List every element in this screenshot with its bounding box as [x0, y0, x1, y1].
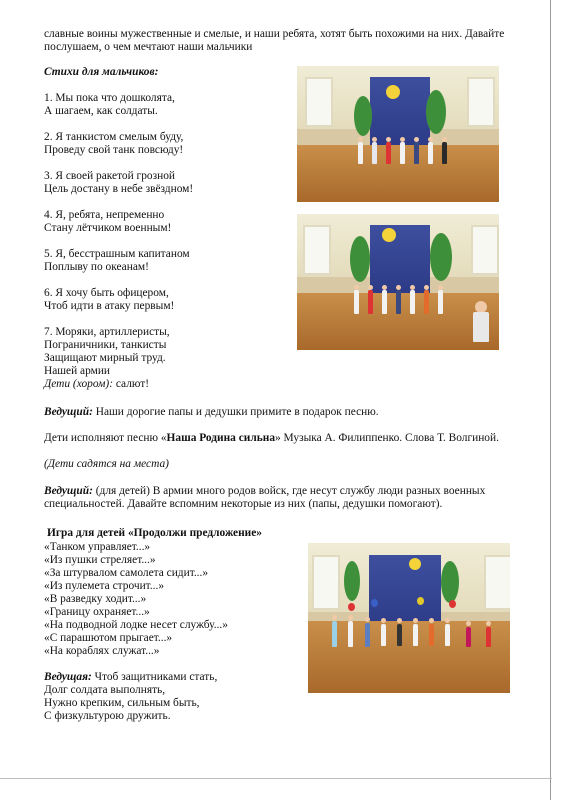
poem-7-line-4: Нашей армии — [44, 365, 111, 377]
game-title: Игра для детей «Продолжи предложение» — [47, 527, 262, 539]
poem-6-line-1: 6. Я хочу быть офицером, — [44, 287, 169, 299]
intro-line-1: славные воины мужественные и смелые, и наши ребята, хотят быть похожими на них. Давайте — [44, 28, 505, 40]
game-item-9: «На кораблях служат...» — [44, 645, 160, 657]
poem-4-line-2: Стану лётчиком военным! — [44, 222, 172, 234]
host-3-label: Ведущая: — [44, 671, 92, 683]
game-item-4: «Из пулемета строчит...» — [44, 580, 165, 592]
photo-boys-performance-1 — [297, 66, 499, 202]
game-item-1: «Танком управляет...» — [44, 541, 151, 553]
photo-children-game — [308, 543, 510, 693]
poem-2-line-2: Проведу свой танк повсюду! — [44, 144, 184, 156]
chorus-text: салют! — [113, 378, 150, 390]
host-1-line — [44, 406, 379, 419]
host-3-line-2: Долг солдата выполнять, — [44, 684, 166, 696]
host-2-text: (для детей) В армии много родов войск, где несут службу люди разных военных специальностей. Давайте вспомним некоторые из них (папы, дедушки помогают). — [44, 485, 486, 510]
game-item-2: «Из пушки стреляет...» — [44, 554, 156, 566]
poem-3-line-2: Цель достану в небе звёздном! — [44, 183, 194, 195]
poem-4-line-1: 4. Я, ребята, непременно — [44, 209, 165, 221]
host-3-line-4: С физкультурою дружить. — [44, 710, 171, 722]
poem-7-line-1: 7. Моряки, артиллеристы, — [44, 326, 170, 338]
poem-3-line-1: 3. Я своей ракетой грозной — [44, 170, 175, 182]
game-item-3: «За штурвалом самолета сидит...» — [44, 567, 209, 579]
host-2-label: Ведущий: — [44, 485, 93, 497]
host-3-text: Чтоб защитниками стать, — [91, 671, 218, 683]
game-item-5: «В разведку ходит...» — [44, 593, 147, 605]
poem-1-line-1: 1. Мы пока что дошколята, — [44, 92, 175, 104]
host-1-text: Наши дорогие папы и дедушки примите в подарок песню. — [92, 406, 379, 418]
page-edge-right — [550, 0, 551, 800]
intro-line-2: послушаем, о чем мечтают наши мальчики — [44, 41, 253, 53]
song-prefix: Дети исполняют песню « — [44, 432, 167, 444]
page-edge-bottom — [0, 778, 552, 779]
game-item-6: «Границу охраняет...» — [44, 606, 150, 618]
poem-1-line-2: А шагаем, как солдаты. — [44, 105, 158, 117]
host-1-label: Ведущий: — [44, 406, 93, 418]
game-item-8: «С парашютом прыгает...» — [44, 632, 173, 644]
poem-5-line-1: 5. Я, бесстрашным капитаном — [44, 248, 190, 260]
host-2-paragraph — [44, 485, 514, 511]
photo-boys-performance-2 — [297, 214, 499, 350]
poem-6-line-2: Чтоб идти в атаку первым! — [44, 300, 175, 312]
song-suffix: » Музыка А. Филиппенко. Слова Т. Волгиной. — [275, 432, 499, 444]
song-title: Наша Родина сильна — [166, 432, 276, 444]
host-3-line-3: Нужно крепким, сильным быть, — [44, 697, 200, 709]
sit-note: (Дети садятся на места) — [44, 458, 169, 470]
poem-5-line-2: Поплыву по океанам! — [44, 261, 149, 273]
poems-title: Стихи для мальчиков: — [44, 66, 159, 78]
poem-7-line-3: Защищают мирный труд. — [44, 352, 166, 364]
game-item-7: «На подводной лодке несет службу...» — [44, 619, 228, 631]
poem-2-line-1: 2. Я танкистом смелым буду, — [44, 131, 184, 143]
poem-7-line-2: Пограничники, танкисты — [44, 339, 167, 351]
chorus-label: Дети (хором): — [44, 378, 113, 390]
song-line — [44, 432, 499, 445]
chorus-line — [44, 378, 149, 391]
host-3-line-1 — [44, 671, 217, 684]
